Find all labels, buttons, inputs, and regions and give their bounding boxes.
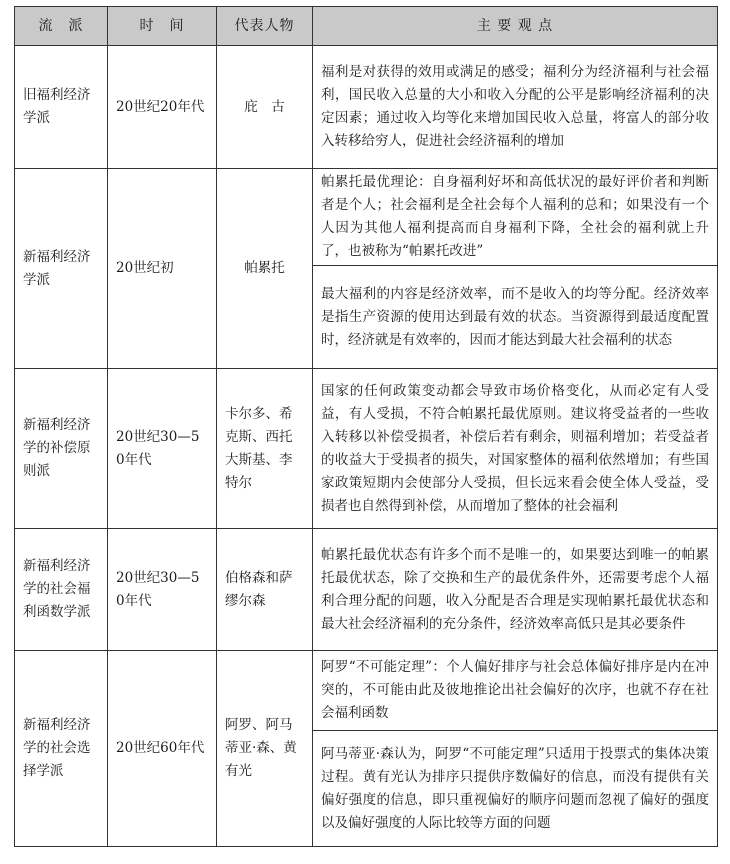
representative-cell: 卡尔多、希克斯、西托大斯基、李特尔	[217, 369, 313, 529]
representative-cell: 伯格森和萨缪尔森	[217, 529, 313, 651]
school-cell: 新福利经济学派	[15, 169, 108, 369]
views-cell: 帕累托最优状态有许多个而不是唯一的，如果要达到唯一的帕累托最优状态，除了交换和生产的最优条件外，还需要考虑个人福利合理分配的问题，收入分配是否合理是实现帕累托最优状态和最大社会经济福利的充分条件，经济效率高低只是其必要条件	[313, 529, 718, 651]
period-cell: 20世纪60年代	[108, 651, 217, 847]
views-cell: 最大福利的内容是经济效率，而不是收入的均等分配。经济效率是指生产资源的使用达到最有效的状态。当资源得到最适度配置时，经济就是有效率的，因而才能达到最大社会福利的状态	[313, 266, 718, 369]
header-school: 流 派	[15, 7, 108, 46]
table-header-row	[15, 7, 718, 46]
school-cell: 旧福利经济学派	[15, 46, 108, 169]
welfare-schools-table	[14, 6, 718, 847]
school-cell: 新福利经济学的社会福利函数学派	[15, 529, 108, 651]
table-row	[15, 46, 718, 169]
table-row	[15, 651, 718, 731]
table-row	[15, 529, 718, 651]
header-period: 时 间	[108, 7, 217, 46]
table-row	[15, 169, 718, 266]
views-cell: 阿罗“不可能定理”：个人偏好排序与社会总体偏好排序是内在冲突的，不可能由此及彼地推论出社会偏好的次序，也就不存在社会福利函数	[313, 651, 718, 731]
period-cell: 20世纪30—50年代	[108, 369, 217, 529]
table-row	[15, 369, 718, 529]
school-cell: 新福利经济学的补偿原则派	[15, 369, 108, 529]
representative-cell: 阿罗、阿马蒂亚·森、黄有光	[217, 651, 313, 847]
representative-cell: 帕累托	[217, 169, 313, 369]
representative-cell: 庇 古	[217, 46, 313, 169]
views-cell: 国家的任何政策变动都会导致市场价格变化，从而必定有人受益，有人受损，不符合帕累托最优原则。建议将受益者的一些收入转移以补偿受损者，补偿后若有剩余，则福利增加；若受益者的收益大于受损者的损失，对国家整体的福利依然增加；有些国家政策短期内会使部分人受损，但长远来看会使全体人受益，受损者也自然得到补偿，从而增加了整体的社会福利	[313, 369, 718, 529]
period-cell: 20世纪30—50年代	[108, 529, 217, 651]
period-cell: 20世纪20年代	[108, 46, 217, 169]
header-views: 主 要 观 点	[313, 7, 718, 46]
period-cell: 20世纪初	[108, 169, 217, 369]
views-cell: 福利是对获得的效用或满足的感受；福利分为经济福利与社会福利，国民收入总量的大小和收入分配的公平是影响经济福利的决定因素；通过收入均等化来增加国民收入总量，将富人的部分收入转移给穷人，促进社会经济福利的增加	[313, 46, 718, 169]
school-cell: 新福利经济学的社会选择学派	[15, 651, 108, 847]
header-representative: 代表人物	[217, 7, 313, 46]
views-cell: 阿马蒂亚·森认为，阿罗“不可能定理”只适用于投票式的集体决策过程。黄有光认为排序只提供序数偏好的信息，而没有提供有关偏好强度的信息，即只重视偏好的顺序问题而忽视了偏好的强度以及偏好强度的人际比较等方面的问题	[313, 731, 718, 847]
views-cell: 帕累托最优理论：自身福利好坏和高低状况的最好评价者和判断者是个人；社会福利是全社会每个人福利的总和；如果没有一个人因为其他人福利提高而自身福利下降，全社会的福利就上升了，也被称为“帕累托改进”	[313, 169, 718, 266]
